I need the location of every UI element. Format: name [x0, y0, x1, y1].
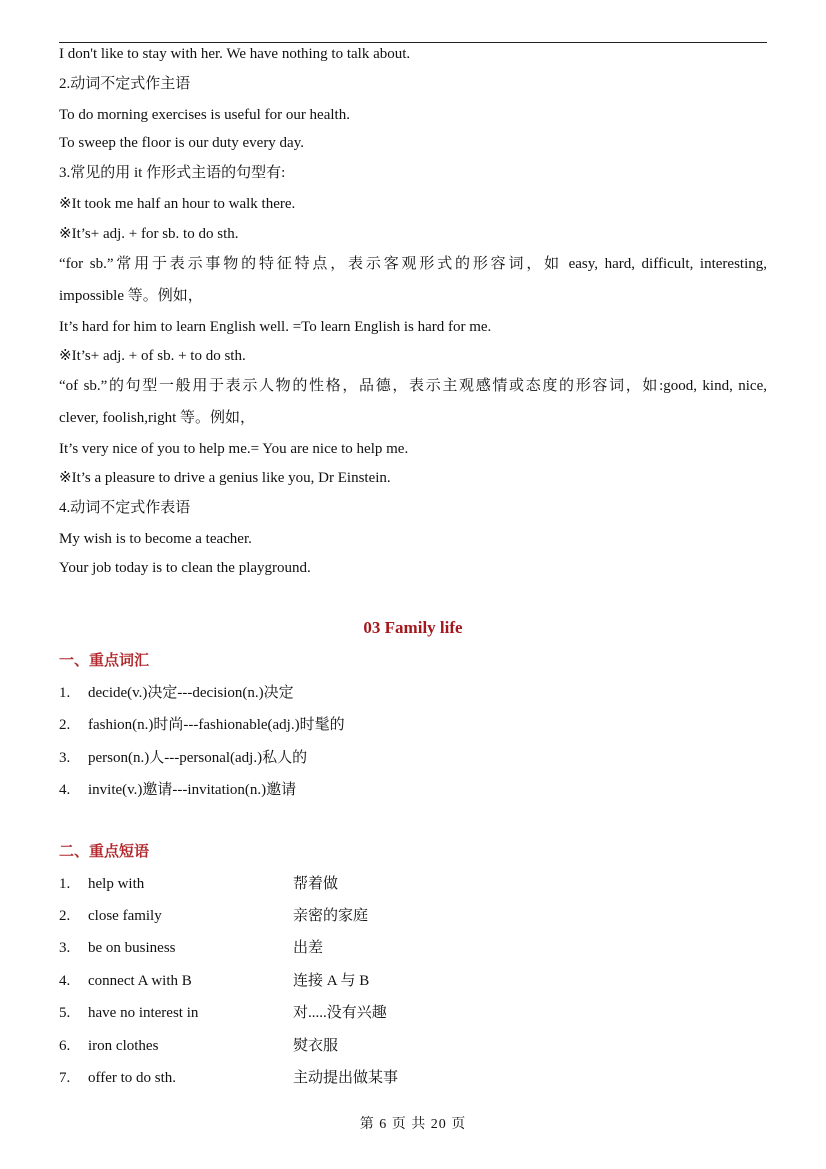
body-line: My wish is to become a teacher.	[59, 531, 252, 547]
vocab-item	[59, 683, 294, 703]
vocab-item	[59, 748, 307, 768]
item-number: 3.	[59, 940, 71, 956]
body-line: ※It’s+ adj. + of sb. + to do sth.	[59, 348, 246, 364]
body-line: Your job today is to clean the playground.	[59, 560, 311, 576]
phrases-heading: 二、重点短语	[59, 844, 150, 860]
phrase-english: be on business	[88, 940, 176, 956]
item-number: 6.	[59, 1038, 71, 1054]
unit-title: 03 Family life	[363, 618, 463, 637]
body-line: “of sb.”的句型一般用于表示人物的性格，品德，表示主观感情或态度的形容词，如:good, kind, nice,	[59, 378, 767, 394]
body-line: 4.动词不定式作表语	[59, 500, 191, 516]
phrase-chinese: 出差	[293, 940, 324, 956]
page-footer: 第 6 页 共 20 页	[359, 1117, 467, 1132]
phrase-chinese: 熨衣服	[293, 1038, 339, 1054]
body-line: 3.常见的用 it 作形式主语的句型有:	[59, 165, 286, 181]
body-line: ※It took me half an hour to walk there.	[59, 196, 296, 212]
phrase-english: have no interest in	[88, 1005, 199, 1021]
body-line: clever, foolish,right 等。例如，	[59, 410, 256, 426]
phrase-english: iron clothes	[88, 1038, 159, 1054]
phrase-chinese: 亲密的家庭	[293, 908, 369, 924]
phrase-english: help with	[88, 876, 145, 892]
body-line: It’s very nice of you to help me.= You are nice to help me.	[59, 441, 409, 457]
item-text: fashion(n.)时尚---fashionable(adj.)时髦的	[88, 717, 345, 733]
body-line: ※It’s+ adj. + for sb. to do sth.	[59, 226, 239, 242]
vocab-item	[59, 715, 345, 735]
item-number: 1.	[59, 685, 71, 701]
phrase-chinese: 连接 A 与 B	[293, 973, 370, 989]
body-line: “for sb.”常用于表示事物的特征特点，表示客观形式的形容词，如 easy, hard, difficult, interesting,	[59, 256, 767, 272]
item-number: 1.	[59, 876, 71, 892]
body-line: To do morning exercises is useful for our health.	[59, 107, 350, 123]
item-text: invite(v.)邀请---invitation(n.)邀请	[88, 782, 297, 798]
body-line: impossible 等。例如，	[59, 288, 203, 304]
body-line: I don't like to stay with her. We have nothing to talk about.	[59, 46, 411, 62]
item-number: 5.	[59, 1005, 71, 1021]
phrase-chinese: 对.....没有兴趣	[293, 1005, 387, 1021]
item-number: 2.	[59, 908, 71, 924]
phrase-chinese: 主动提出做某事	[293, 1070, 399, 1086]
body-line: 2.动词不定式作主语	[59, 76, 191, 92]
body-line: It’s hard for him to learn English well. =To learn English is hard for me.	[59, 319, 492, 335]
body-line: To sweep the floor is our duty every day.	[59, 135, 304, 151]
item-number: 4.	[59, 782, 71, 798]
item-text: decide(v.)决定---decision(n.)决定	[88, 685, 294, 701]
item-text: person(n.)人---personal(adj.)私人的	[88, 750, 308, 766]
item-number: 2.	[59, 717, 71, 733]
item-number: 4.	[59, 973, 71, 989]
vocab-heading: 一、重点词汇	[59, 653, 150, 669]
item-number: 3.	[59, 750, 71, 766]
phrase-english: connect A with B	[88, 973, 192, 989]
phrase-english: offer to do sth.	[88, 1070, 177, 1086]
phrase-chinese: 帮着做	[293, 876, 339, 892]
phrase-english: close family	[88, 908, 162, 924]
header-rule	[59, 42, 767, 43]
item-number: 7.	[59, 1070, 71, 1086]
body-line: ※It’s a pleasure to drive a genius like you, Dr Einstein.	[59, 470, 391, 486]
vocab-item	[59, 780, 296, 800]
